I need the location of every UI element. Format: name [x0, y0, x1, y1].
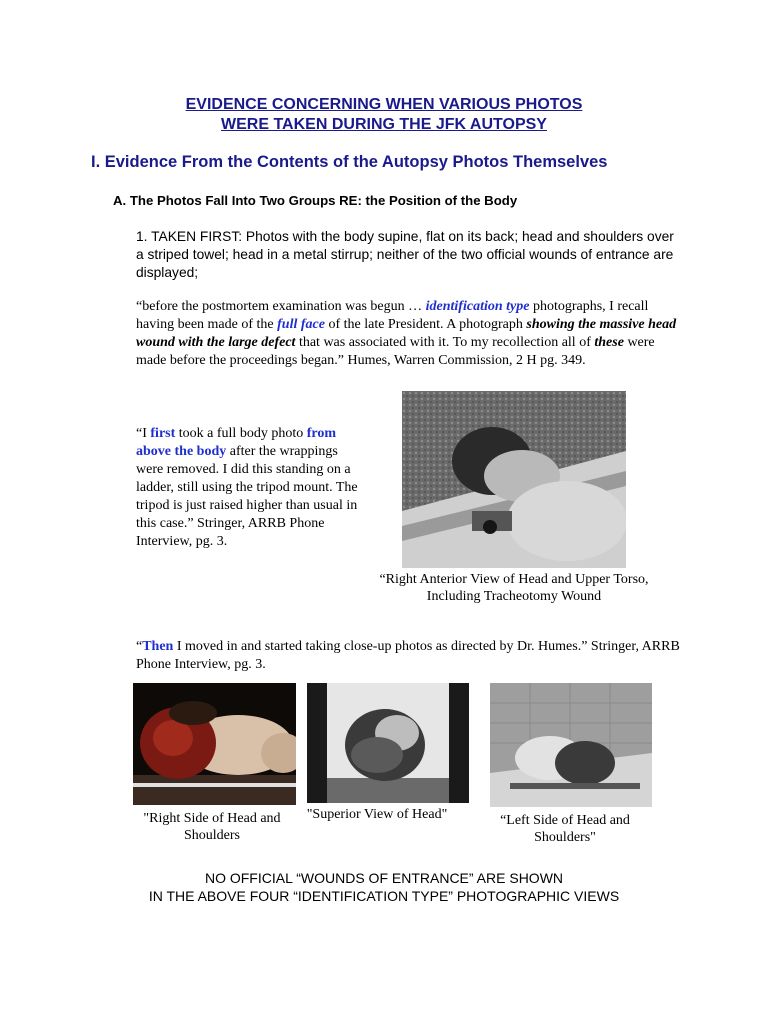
emphasis-massive-head-wound: showing the massive head wound with the large defect	[136, 317, 677, 350]
document-title	[0, 95, 768, 135]
emphasis-then: Then	[142, 639, 174, 654]
caption-right-side: "Right Side of Head and Shoulders	[143, 811, 281, 843]
footer-note	[0, 869, 768, 905]
section-heading: I. Evidence From the Contents of the Autopsy Photos Themselves	[91, 153, 608, 171]
stringer-quote-first: “I first took a full body photo from above the body after the wrappings were removed. I did this standing on a ladder, still using the tripod mount. The tripod is just raised higher than usual in this case.” Stringer, ARRB Phone Interview, pg. 3.	[136, 426, 358, 549]
caption-superior: "Superior View of Head"	[306, 807, 448, 822]
footer-line-1: NO OFFICIAL “WOUNDS OF ENTRANCE” ARE SHOWN	[204, 870, 564, 886]
emphasis-first: first	[150, 426, 176, 441]
subsection-heading: A. The Photos Fall Into Two Groups RE: the Position of the Body	[113, 193, 518, 208]
emphasis-from-above: from above the body	[136, 426, 337, 459]
photo-right-side-head	[133, 683, 296, 805]
title-line-2: WERE TAKEN DURING THE JFK AUTOPSY	[221, 116, 547, 133]
photo-superior-view	[307, 683, 469, 803]
stringer-quote-then: “Then I moved in and started taking close-up photos as directed by Dr. Humes.” Stringer, ARRB Phone Interview, pg. 3.	[136, 639, 680, 672]
caption-right-anterior: “Right Anterior View of Head and Upper Torso, Including Tracheotomy Wound	[379, 572, 649, 604]
footer-line-2: IN THE ABOVE FOUR “IDENTIFICATION TYPE” PHOTOGRAPHIC VIEWS	[148, 888, 620, 904]
humes-quote: “before the postmortem examination was begun … identification type photographs, I recall having been made of the full face of the late President. A photograph showing the massive head wound with the large defect that was associated with it. To my recollection all of these were made before the proceedings began.” Humes, Warren Commission, 2 H pg. 349.	[136, 299, 677, 368]
emphasis-full-face: full face	[277, 317, 325, 332]
emphasis-identification-type: identification type	[425, 299, 530, 314]
emphasis-these: these	[594, 335, 624, 350]
photo-left-side-head	[490, 683, 652, 807]
title-line-1: EVIDENCE CONCERNING WHEN VARIOUS PHOTOS	[185, 96, 583, 113]
photo-right-anterior-view	[402, 391, 626, 568]
caption-left-side: “Left Side of Head and Shoulders"	[500, 813, 630, 845]
item-1-taken-first: 1. TAKEN FIRST: Photos with the body supine, flat on its back; head and shoulders over a striped towel; head in a metal stirrup; neither of the two official wounds of entrance are displayed;	[136, 229, 674, 280]
